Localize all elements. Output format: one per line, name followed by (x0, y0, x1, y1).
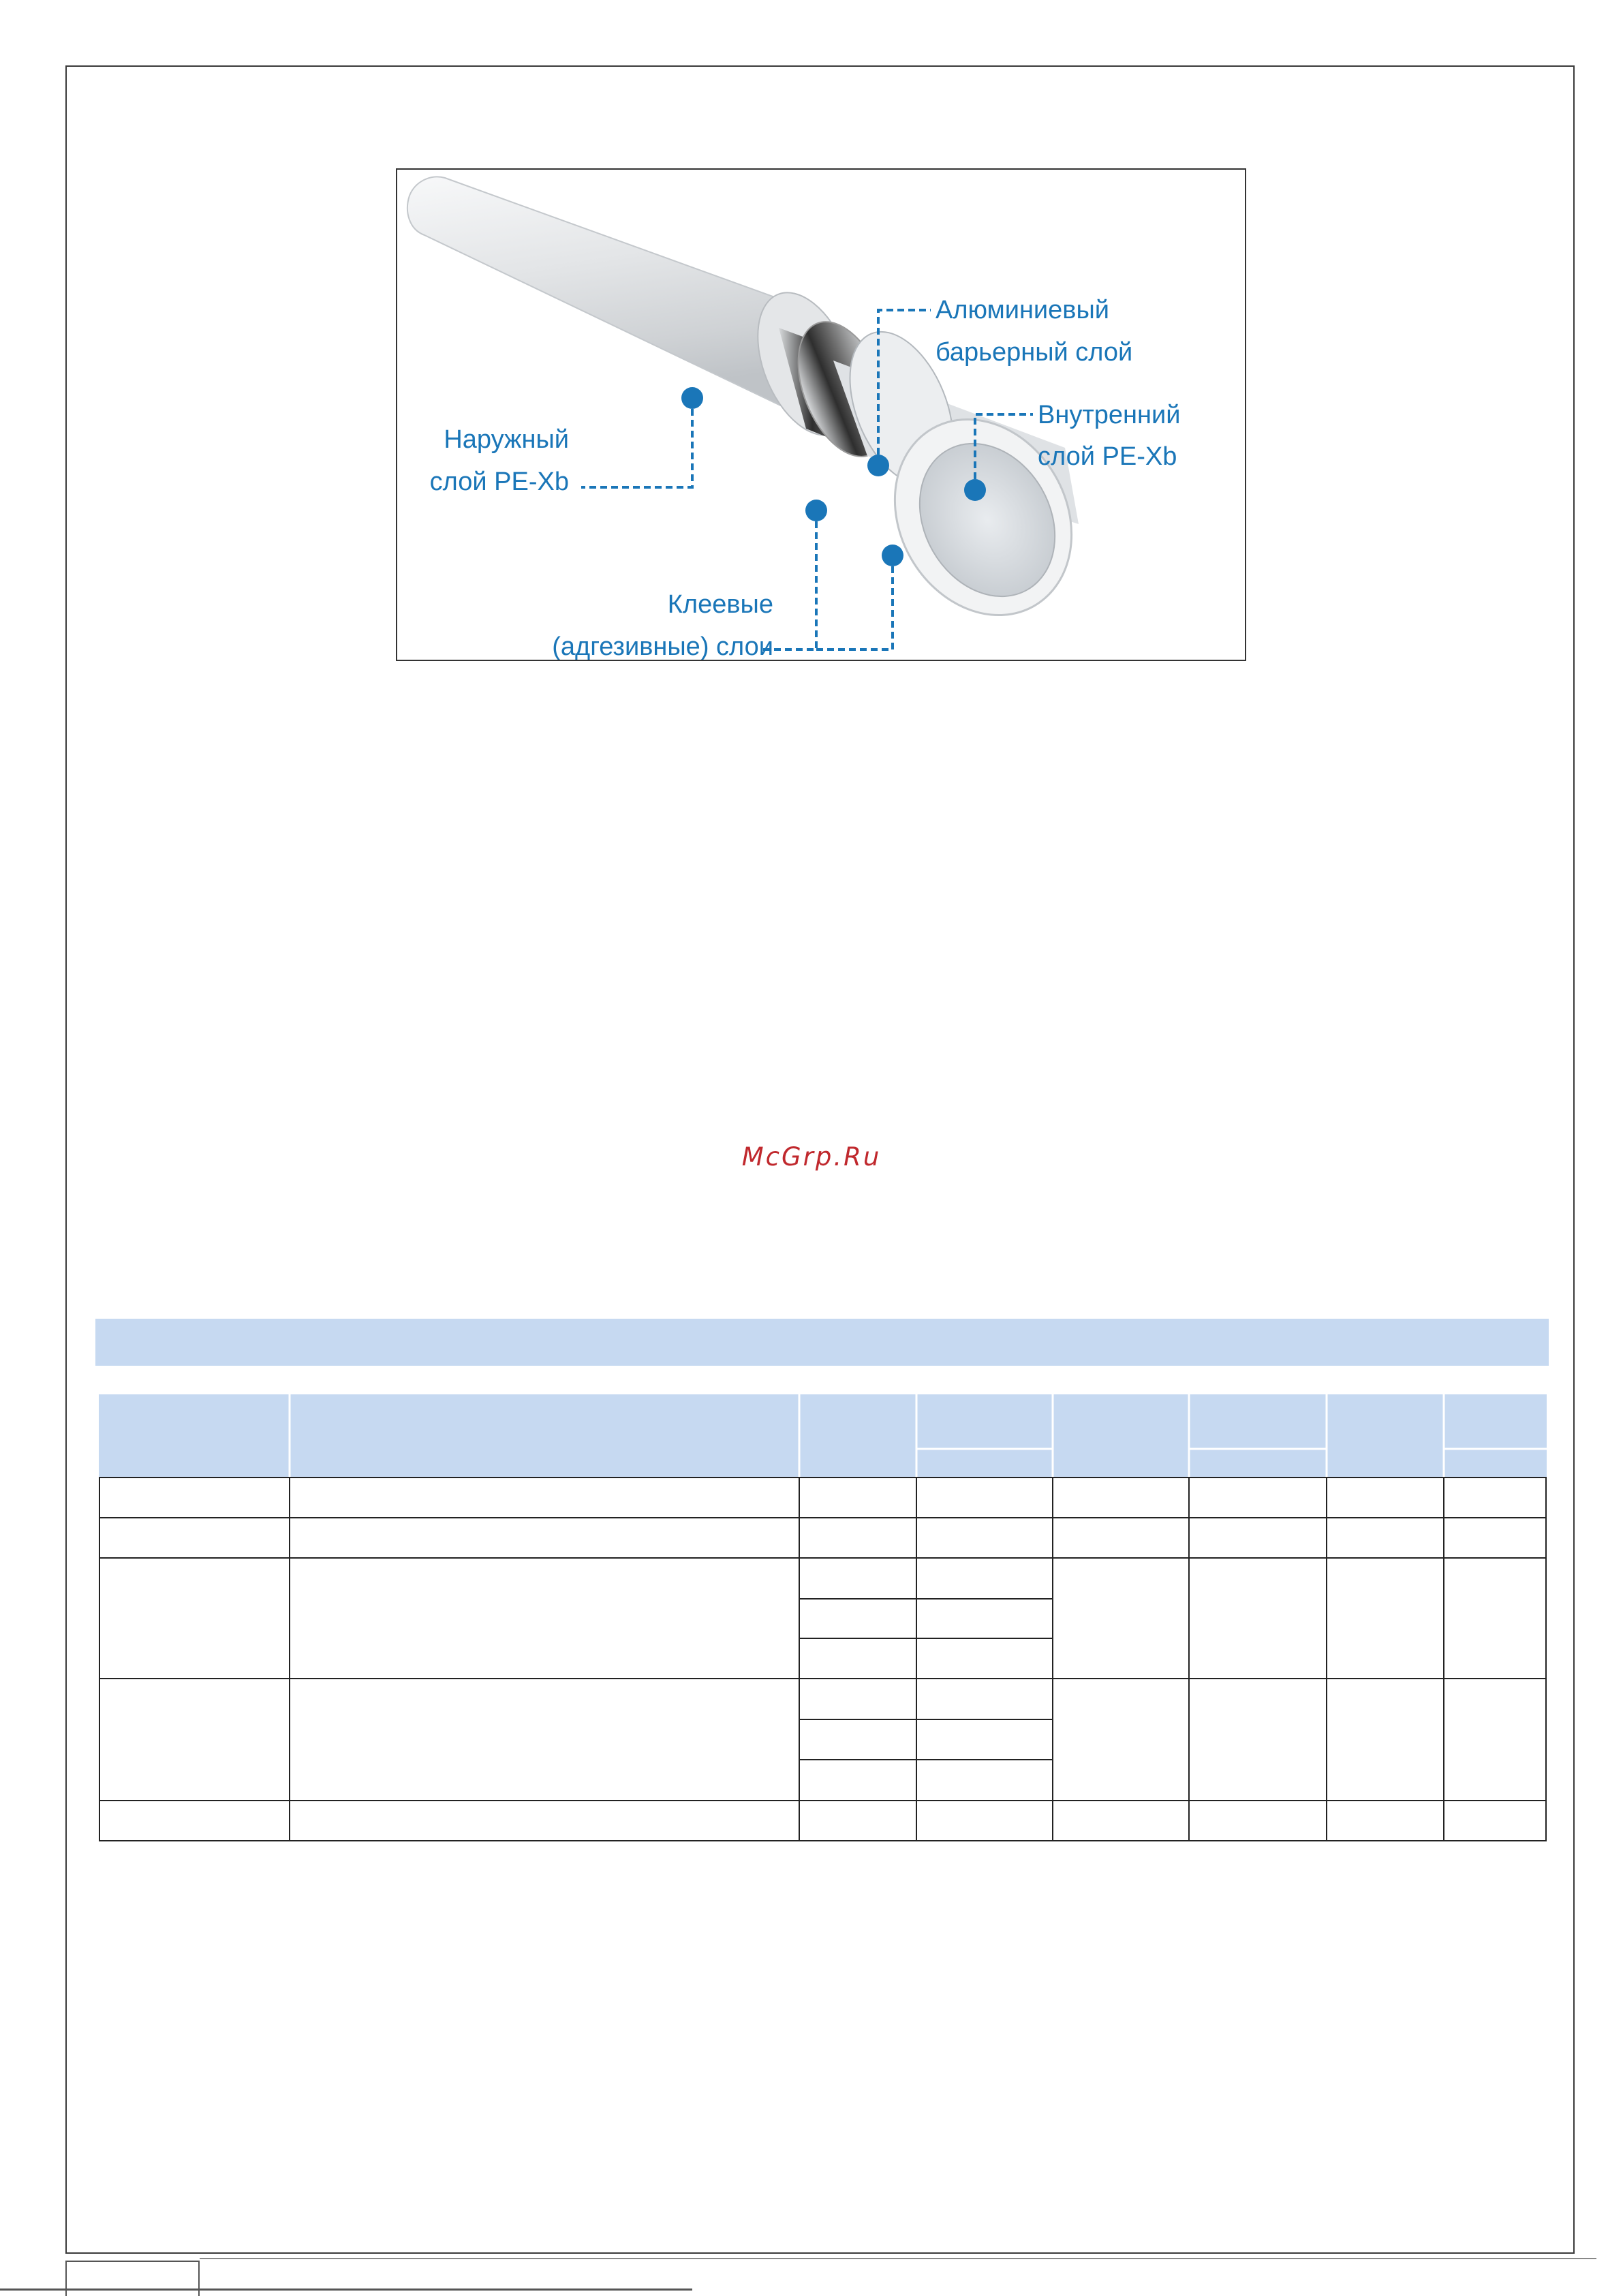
page-number-tab (65, 2261, 200, 2296)
table-body-grid (99, 1478, 1547, 1841)
outer-layer-label-line1: Наружный (444, 425, 569, 454)
barrier-layer-label-line2: барьерный слой (936, 338, 1133, 367)
adhesive-layer-marker-2 (882, 545, 903, 566)
adhesive-layer-marker-1 (805, 500, 827, 521)
footer-bottom-rule (0, 2289, 692, 2291)
barrier-layer-marker (867, 455, 889, 476)
pipe-diagram (397, 170, 1245, 660)
pipe-structure-figure (396, 168, 1246, 661)
adhesive-layer-label-line1: Клеевые (667, 590, 773, 619)
watermark: McGrp.Ru (741, 1142, 882, 1172)
specs-table (99, 1394, 1547, 1841)
barrier-layer-label-line1: Алюминиевый (936, 296, 1110, 324)
adhesive-layer-label-line2: (адгезивные) слои (552, 632, 773, 660)
inner-layer-label-line1: Внутренний (1038, 401, 1181, 429)
inner-layer-label-line2: слой PE-Xb (1038, 442, 1177, 471)
outer-layer-label-line2: слой PE-Xb (429, 468, 569, 496)
outer-layer-marker (681, 387, 703, 409)
inner-layer-marker (964, 479, 986, 501)
table-header-row (99, 1394, 1547, 1478)
outer-pipe-body (407, 177, 814, 410)
table-title-bar (95, 1319, 1549, 1366)
footer-rule (200, 2258, 1596, 2259)
